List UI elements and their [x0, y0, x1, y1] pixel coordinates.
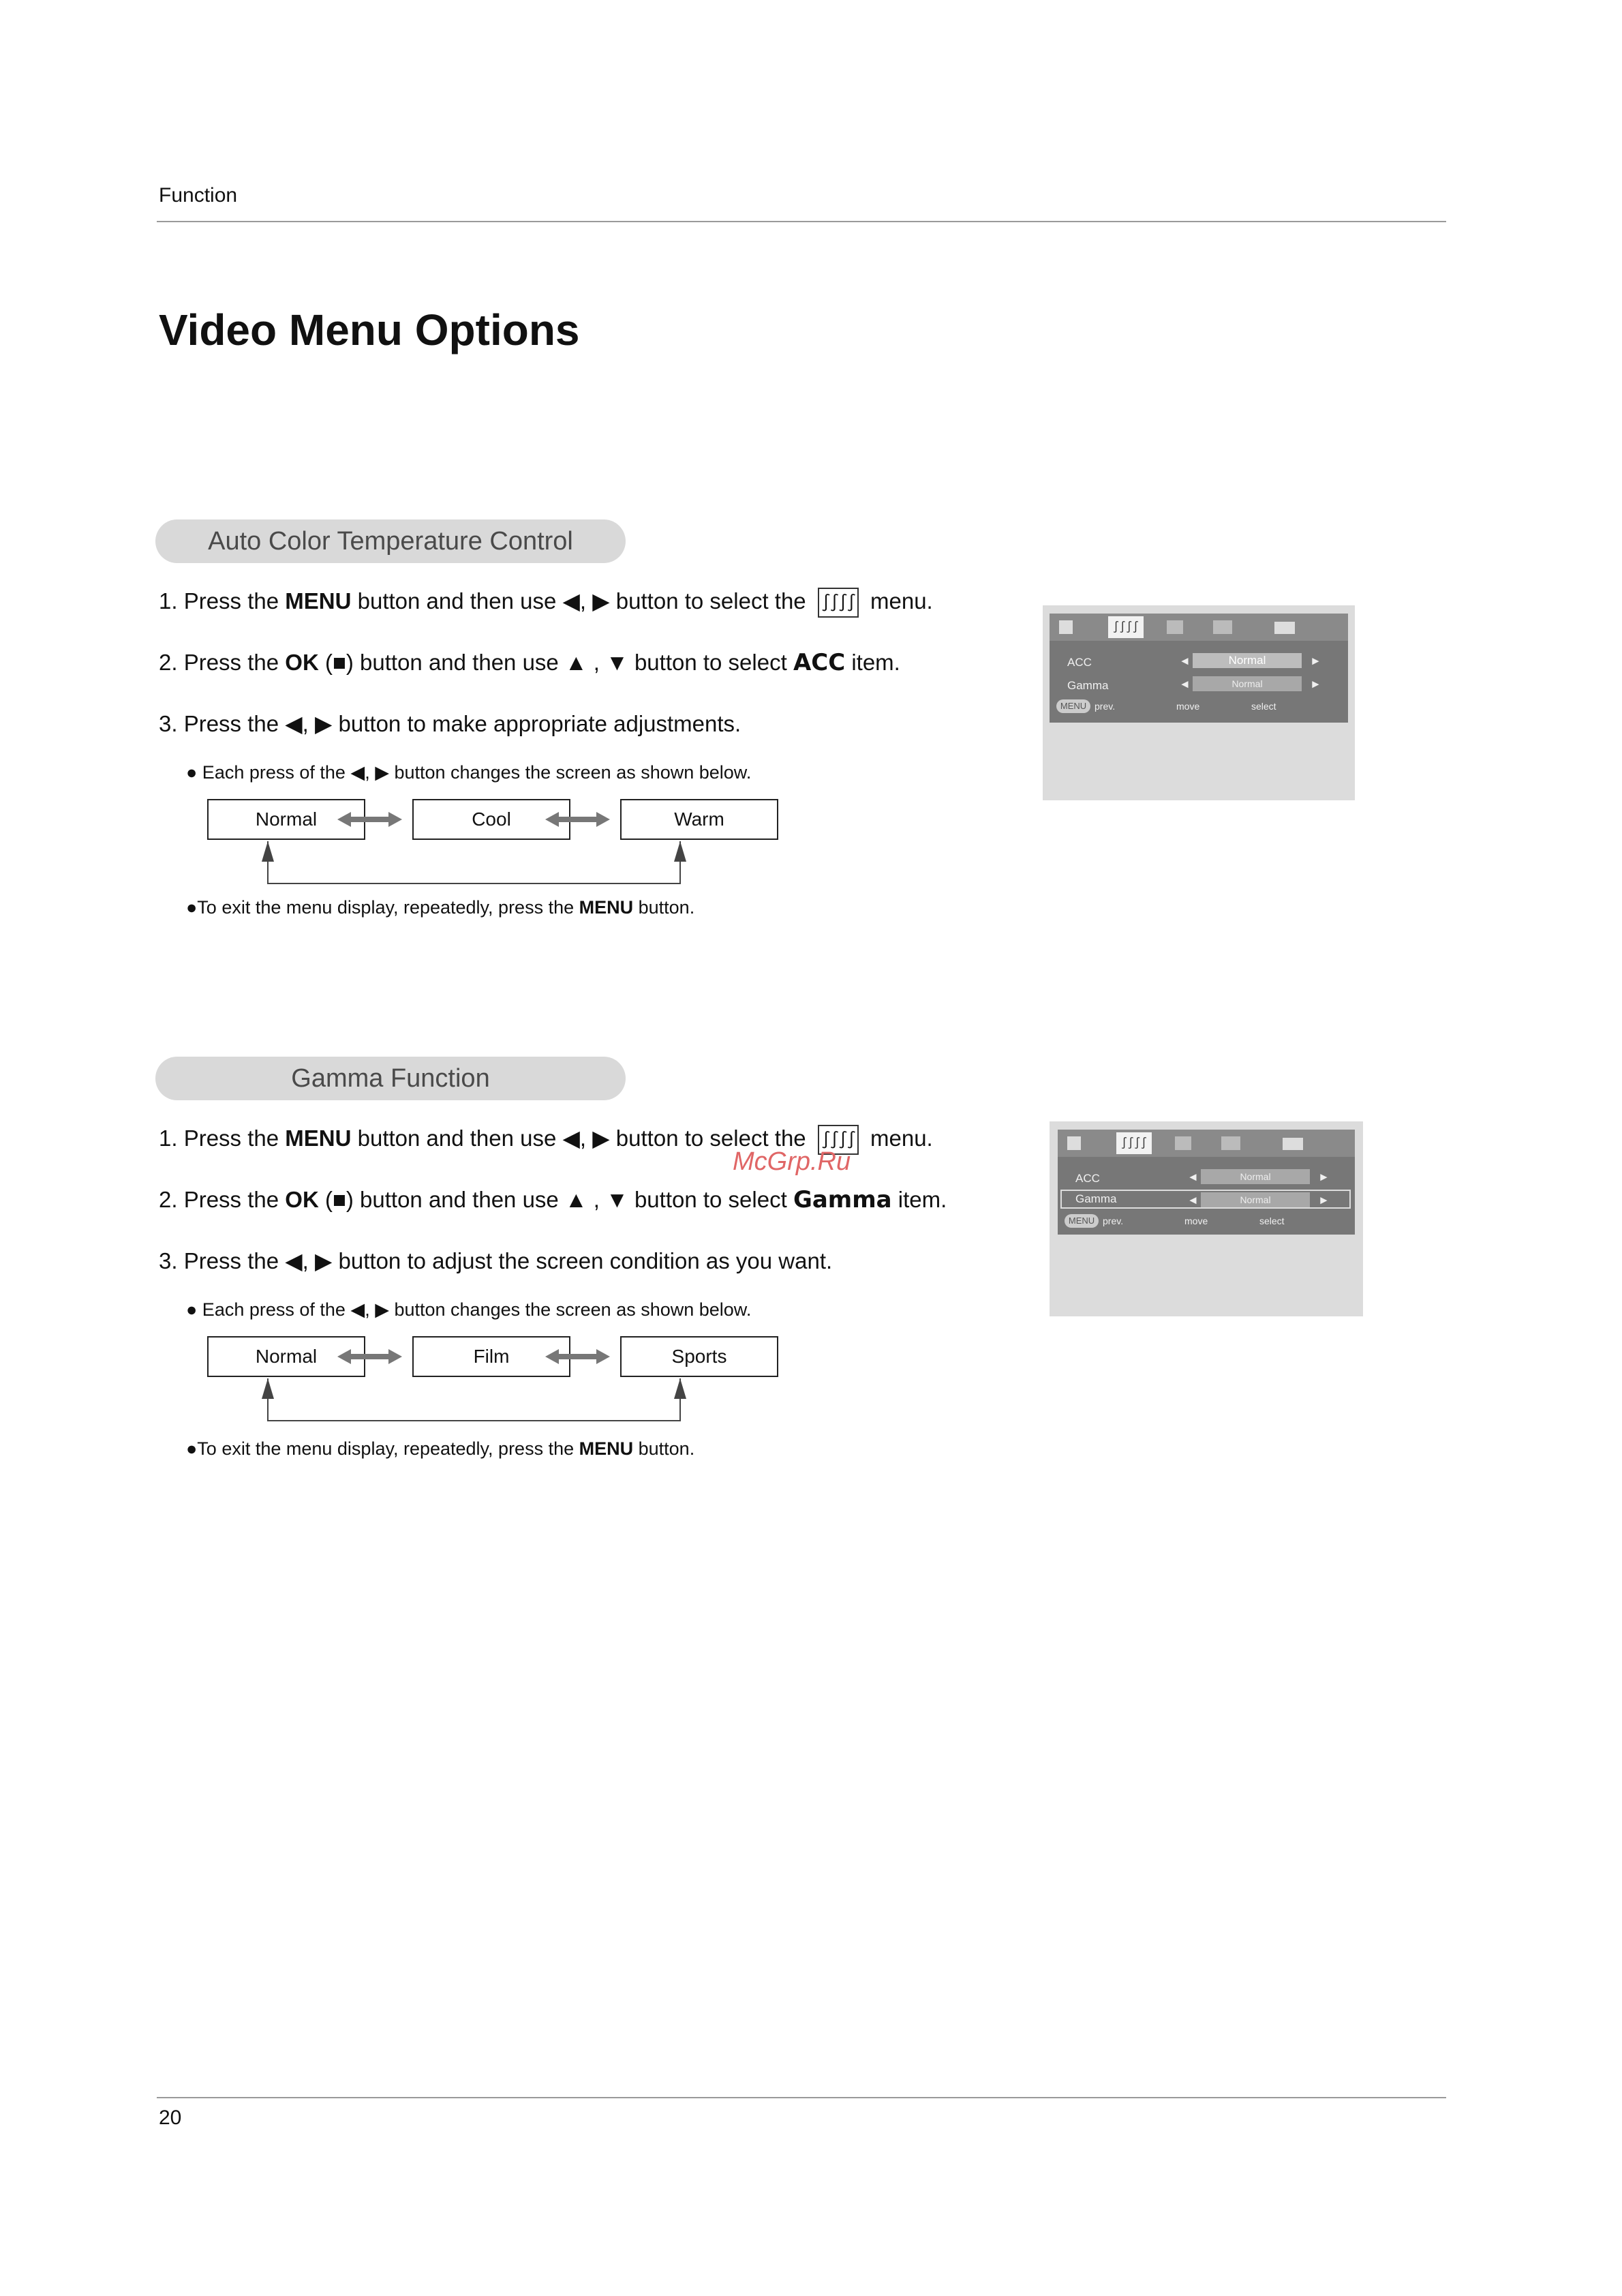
- osd-row-label: ACC: [1075, 1172, 1100, 1185]
- page-title: Video Menu Options: [159, 305, 580, 354]
- osd-video-icon: ∫∫∫∫: [1108, 616, 1144, 638]
- osd-move-label: move: [1184, 1215, 1208, 1226]
- gamma-step-1: 1. Press the MENU button and then use ◀, ▶ button to select the ∫∫∫∫ menu.: [159, 1125, 933, 1155]
- running-header: Function: [159, 184, 238, 207]
- osd-right-arrow-icon: ►: [1310, 654, 1321, 667]
- osd-row-label: Gamma: [1075, 1192, 1117, 1205]
- acc-note-cycle: ● Each press of the ◀, ▶ button changes the screen as shown below.: [186, 762, 752, 783]
- osd-menu-key: MENU: [1056, 699, 1090, 713]
- section-heading-gamma: Gamma Function: [155, 1057, 626, 1100]
- gamma-step-3: 3. Press the ◀, ▶ button to adjust the screen condition as you want.: [159, 1248, 833, 1273]
- osd-left-arrow-icon: ◄: [1187, 1194, 1199, 1207]
- osd-video-icon: ∫∫∫∫: [1116, 1132, 1152, 1154]
- osd-right-arrow-icon: ►: [1318, 1194, 1330, 1207]
- header-rule: [157, 221, 1446, 222]
- osd-icon-bar: [1058, 1130, 1355, 1157]
- flow-box-warm: Warm: [620, 799, 778, 840]
- osd-select-label: select: [1259, 1215, 1285, 1226]
- osd-special-icon: [1283, 1138, 1303, 1150]
- osd-menu-key: MENU: [1065, 1214, 1099, 1228]
- acc-step-2: 2. Press the OK (■) button and then use ▲ , ▼ button to select ACC item.: [159, 649, 900, 676]
- osd-right-arrow-icon: ►: [1318, 1170, 1330, 1183]
- osd-screenshot-gamma: [1050, 1121, 1363, 1316]
- osd-left-arrow-icon: ◄: [1187, 1170, 1199, 1183]
- page-number: 20: [159, 2106, 182, 2129]
- flow-box-film: Film: [412, 1336, 570, 1377]
- osd-left-arrow-icon: ◄: [1179, 654, 1191, 667]
- flow-box-sports: Sports: [620, 1336, 778, 1377]
- acc-note-exit: ●To exit the menu display, repeatedly, press the MENU button.: [186, 897, 695, 918]
- osd-time-icon: [1221, 1136, 1240, 1150]
- osd-prev-label: prev.: [1103, 1215, 1124, 1226]
- osd-row-label: ACC: [1067, 656, 1092, 669]
- gamma-note-cycle: ● Each press of the ◀, ▶ button changes the screen as shown below.: [186, 1299, 752, 1320]
- osd-prev-label: prev.: [1095, 701, 1116, 712]
- osd-audio-icon: [1175, 1136, 1191, 1150]
- osd-row-value: Normal: [1201, 1192, 1310, 1207]
- osd-picture-icon: [1059, 620, 1073, 634]
- watermark: McGrp.Ru: [733, 1147, 851, 1176]
- osd-row-value: Normal: [1193, 676, 1302, 691]
- osd-move-label: move: [1176, 701, 1200, 712]
- flow-box-normal: Normal: [207, 1336, 365, 1377]
- acc-step-1: 1. Press the MENU button and then use ◀, ▶ button to select the ∫∫∫∫ menu.: [159, 588, 933, 618]
- osd-right-arrow-icon: ►: [1310, 678, 1321, 691]
- video-menu-icon: ∫∫∫∫: [818, 588, 859, 618]
- osd-icon-bar: [1050, 614, 1348, 641]
- osd-row-value: Normal: [1193, 653, 1302, 668]
- gamma-step-2: 2. Press the OK (■) button and then use ▲ , ▼ button to select Gamma item.: [159, 1186, 947, 1213]
- video-menu-icon: ∫∫∫∫: [818, 1125, 859, 1155]
- footer-rule: [157, 2097, 1446, 2098]
- osd-audio-icon: [1167, 620, 1183, 634]
- flow-arrows-acc: [198, 799, 784, 894]
- flow-box-cool: Cool: [412, 799, 570, 840]
- osd-picture-icon: [1067, 1136, 1081, 1150]
- section-heading-acc: Auto Color Temperature Control: [155, 519, 626, 563]
- osd-left-arrow-icon: ◄: [1179, 678, 1191, 691]
- osd-time-icon: [1213, 620, 1232, 634]
- osd-row-label: Gamma: [1067, 679, 1109, 692]
- osd-screenshot-acc: [1043, 605, 1355, 800]
- osd-select-label: select: [1251, 701, 1276, 712]
- osd-row-value: Normal: [1201, 1169, 1310, 1184]
- acc-step-3: 3. Press the ◀, ▶ button to make appropriate adjustments.: [159, 711, 741, 736]
- flow-box-normal: Normal: [207, 799, 365, 840]
- osd-special-icon: [1274, 622, 1295, 634]
- gamma-note-exit: ●To exit the menu display, repeatedly, press the MENU button.: [186, 1438, 695, 1459]
- flow-arrows-gamma: [198, 1336, 784, 1432]
